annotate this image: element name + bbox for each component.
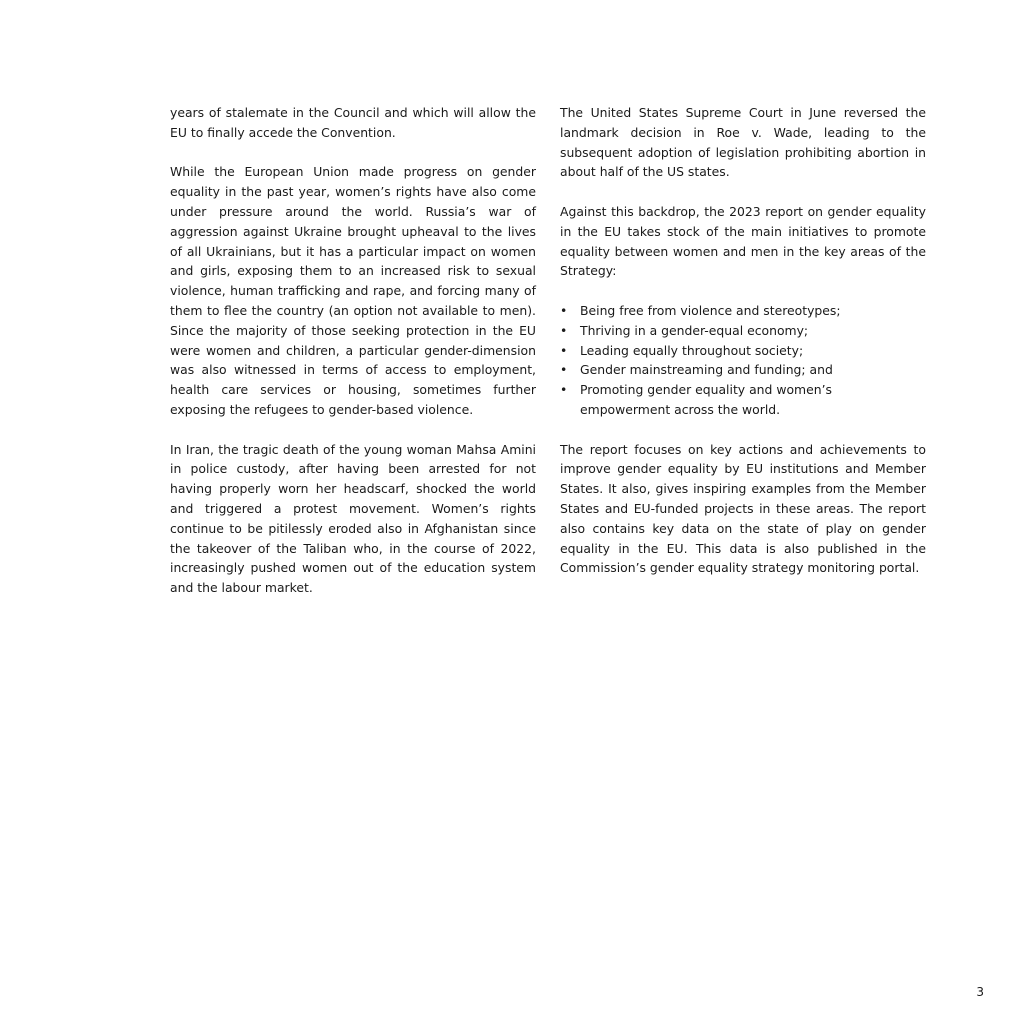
- list-item-text: Promoting gender equality and women’s empowerment across the world.: [580, 382, 832, 417]
- bullet-icon: •: [560, 362, 568, 378]
- list-item-text: Thriving in a gender-equal economy;: [580, 322, 809, 338]
- paragraph-womens-rights-pressure: While the European Union made progress on gender equality in the past year, women’s rights have also come under pressure around the world. Russia’s war of aggression against Ukraine brought upheaval to the lives of all Ukrainians, but it has a particular impact on women and girls, exposing them to an increased risk to sexual violence, human trafficking and rape, and forcing many of them to flee the country (an option not available to men). Since the majority of those seeking protection in the EU were women and children, a particular gender-dimension was also witnessed in terms of access to employment, health care services or housing, sometimes further exposing the refugees to gender-based violence.: [170, 164, 536, 417]
- list-item: [560, 341, 926, 361]
- paragraph-report-focus: The report focuses on key actions and achievements to improve gender equality by EU institutions and Member States. It also, gives inspiring examples from the Member States and EU-funded projects in these areas. The report also contains key data on the state of play on gender equality in the EU. This data is also published in the Commission’s gender equality strategy monitoring portal.: [560, 441, 926, 576]
- paragraph-report-backdrop: Against this backdrop, the 2023 report on gender equality in the EU takes stock of the main initiatives to promote equality between women and men in the key areas of the Strategy:: [560, 203, 926, 279]
- page-number: 3: [976, 985, 984, 999]
- list-item: [560, 380, 926, 420]
- paragraph-us-supreme-court: The United States Supreme Court in June reversed the landmark decision in Roe v. Wade, leading to the subsequent adoption of legislation prohibiting abortion in about half of the US states.: [560, 105, 926, 180]
- paragraph-stalemate: years of stalemate in the Council and which will allow the EU to finally accede the Convention.: [170, 105, 536, 140]
- bullet-icon: •: [560, 322, 568, 338]
- list-item-text: Gender mainstreaming and funding; and: [580, 362, 833, 378]
- left-column: [170, 103, 536, 598]
- bullet-icon: •: [560, 342, 568, 358]
- bullet-icon: •: [560, 302, 568, 318]
- list-item: [560, 360, 926, 380]
- bullet-icon: •: [560, 382, 568, 398]
- strategy-areas-list: [560, 301, 926, 420]
- list-item-text: Leading equally throughout society;: [580, 342, 804, 358]
- right-column: [560, 103, 926, 578]
- list-item-text: Being free from violence and stereotypes;: [580, 302, 841, 318]
- list-item: [560, 321, 926, 341]
- paragraph-iran-afghanistan: In Iran, the tragic death of the young woman Mahsa Amini in police custody, after having been arrested for not having properly worn her headscarf, shocked the world and triggered a protest movement. Women’s rights continue to be pitilessly eroded also in Afghanistan since the takeover of the Taliban who, in the course of 2022, increasingly pushed women out of the education system and the labour market.: [170, 441, 536, 596]
- list-item: [560, 301, 926, 321]
